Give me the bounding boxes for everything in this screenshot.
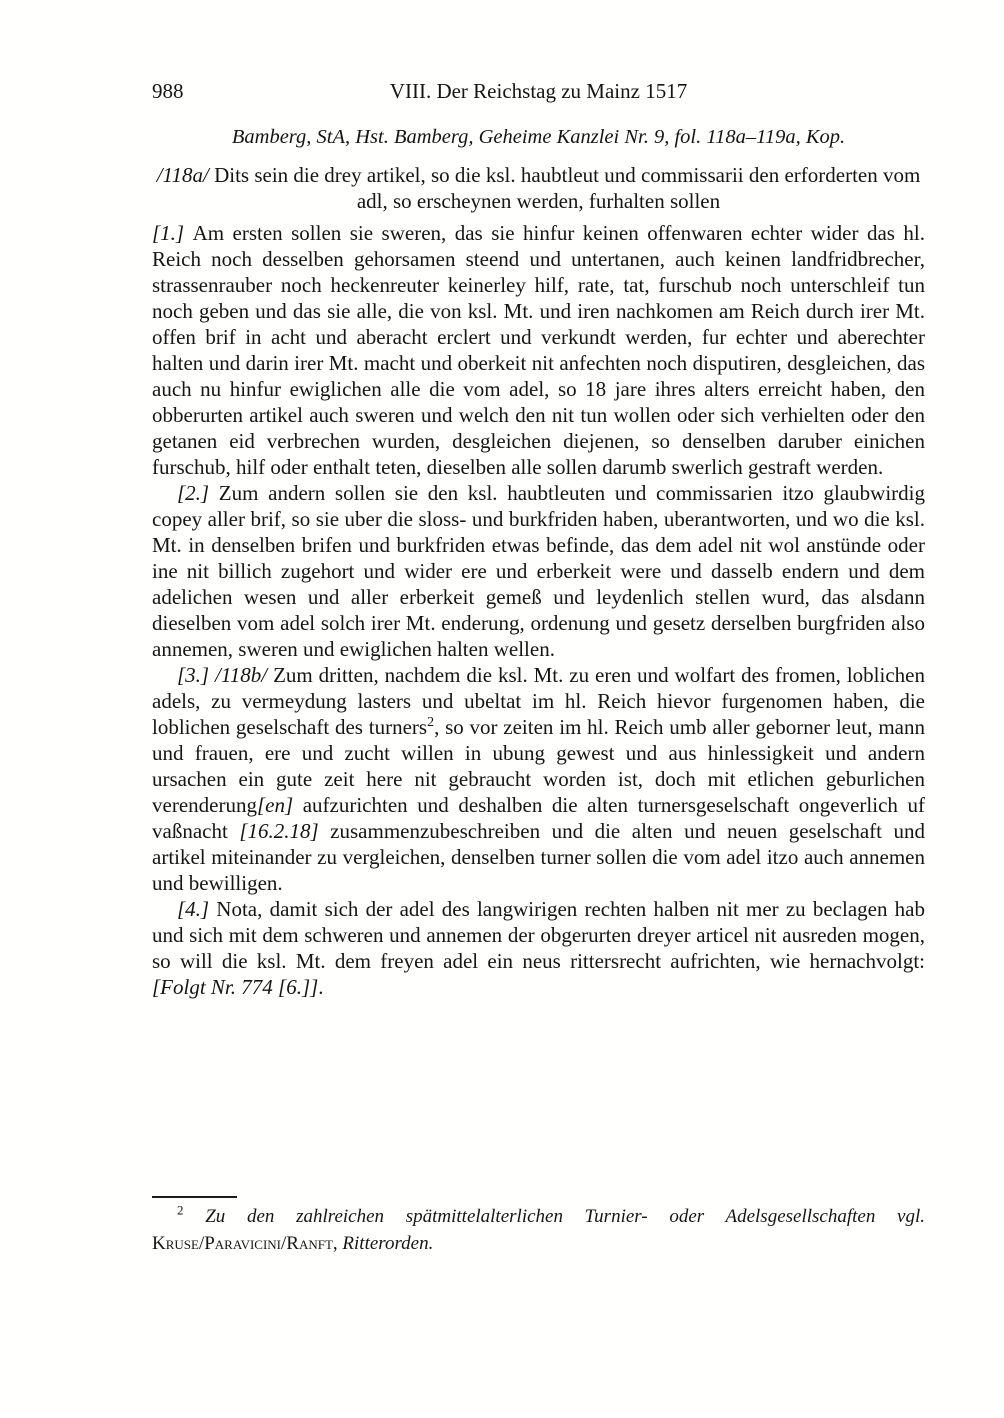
paragraph-4-text-b: . [318,975,324,999]
archival-source-line: Bamberg, StA, Hst. Bamberg, Geheime Kanzlei Nr. 9, fol. 118a–119a, Kop. [231,126,846,148]
document-body [152,220,925,1000]
paragraph-3-text-c: aufzurichten und deshalben die alten turnersgeselschaft ongeverlich uf vaßnacht [152,793,925,843]
editorial-date-insertion: [16.2.18] [239,819,319,843]
article-marker-1: [1.] [152,221,193,245]
paragraph-4 [152,896,925,1000]
paragraph-2-text: Zum andern sollen sie den ksl. haubtleuten und commissarien itzo glaubwirdig copey aller brif, so sie uber die sloss- und burkfriden haben, uberantworten, und wo die ksl. Mt. in denselben brifen und burkfriden etwas befinde, das dem adel nit wol anstünde oder ine nit billich zugehort und wider ere und erberkeit were und dasselb endern und dem adelichen wesen und aller erberkeit gemeß und leydenlich stellen wurd, das alsdann dieselben vom adel solch irer Mt. enderung, ordenung und gesetz derselben burgfriden also annemen, sweren und ewiglichen halten wellen. [152,481,925,661]
document-heading [152,162,925,214]
editorial-cross-reference: [Folgt Nr. 774 [6.]] [152,975,319,999]
article-marker-3-folio-118b: [3.] /118b/ [177,663,274,687]
footnote-separator-rule [152,1196,237,1198]
paragraph-1 [152,220,925,480]
paragraph-4-text-a: Nota, damit sich der adel des langwirigen rechten halben nit mer zu beclagen hab und sich mit dem schweren und annemen der obgerurten dreyer articel nit ausreden mogen, so will die ksl. Mt. dem freyen adel ein neus rittersrecht aufrichten, wie hernachvolgt: [152,897,925,973]
article-marker-4: [4.] [177,897,217,921]
footnote-2-work-title: Ritterorden. [342,1233,434,1254]
page-number: 988 [152,79,184,103]
footnote-2-text: Zu den zahlreichen spätmittelalterlichen Turnier- oder Adelsgesellschaften vgl. [183,1206,925,1227]
document-heading-text: Dits sein die drey artikel, so die ksl. haubtleut und commissarii den erforderten vom adl, so erscheynen werden, furhalten sollen [214,163,921,213]
paragraph-3-text-d: zusammenzubeschreiben und die alten und neuen geselschaft und artikel miteinander zu vergleichen, denselben turner sollen die vom adel itzo auch annemen und bewilligen. [152,819,926,895]
footnote-area [152,1196,925,1257]
article-marker-2: [2.] [177,481,219,505]
running-header-title: VIII. Der Reichstag zu Mainz 1517 [389,79,688,103]
paragraph-3-text-b: , so vor zeiten im hl. Reich umb aller geborner leut, mann und frauen, ere und zucht willen in ubung gewest und aus hinlessigkeit und andern ursachen ein gute zeit here nit gebraucht worden ist, doch mit etlichen geburlichen verenderung [152,715,925,817]
footnote-2 [152,1203,925,1257]
editorial-insertion-en: [en] [256,793,294,817]
footnote-reference-2: 2 [427,715,435,730]
footnote-2-separator: , [332,1233,343,1254]
footnote-2-authors: Kruse/Paravicini/Ranft [152,1233,333,1254]
paragraph-1-text: Am ersten sollen sie sweren, das sie hinfur keinen offenwaren echter wider das hl. Reich noch desselben gehorsamen steend und untertanen, auch keinen landfridbrecher, strassenrauber noch heckenreuter keinerley hilf, rate, tat, furschub noch unterschleif tun noch geben und das sie alle, die von ksl. Mt. und iren nachkomen am Reich durch irer Mt. offen brif in acht und aberacht erclert und verkundt werden, fur echter und aberechter halten und darin irer Mt. macht und oberkeit nit anfechten noch disputiren, desgleichen, das auch nu hinfur ewiglichen alle die vom adel, so 18 jare ihres alters erreicht haben, den obberurten artikel auch sweren und welch den nit tun wollen oder sich verhielten oder den getanen eid verbrechen wurden, desgleichen diejenen, so denselben daruber einichen furschub, hilf oder enthalt teten, dieselben alle sollen darumb swerlich gestraft werden. [152,221,925,479]
running-head [152,78,925,104]
folio-marker-118a: /118a/ [156,163,215,187]
paragraph-3 [152,662,925,896]
paragraph-3-text-a: Zum dritten, nachdem die ksl. Mt. zu eren und wolfart des fromen, loblichen adels, zu vermeydung lasters und ubeltat im hl. Reich hievor furgenomen haben, die loblichen geselschaft des turners [152,663,925,739]
footnote-2-marker: 2 [177,1202,184,1218]
paragraph-2 [152,480,925,662]
